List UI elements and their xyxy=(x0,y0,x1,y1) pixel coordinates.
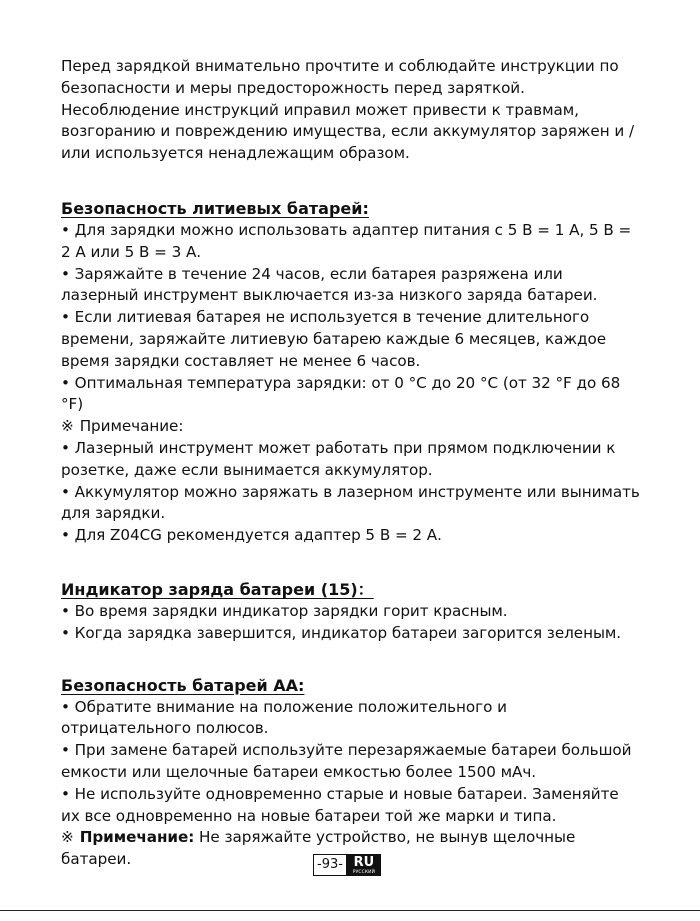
language-code: RU xyxy=(353,855,375,870)
intro-paragraph-1: Перед зарядкой внимательно прочтите и соблюдайте инструкции по безопасности и меры предосторожность перед заряткой. xyxy=(61,57,619,97)
reference-mark-icon: ※ xyxy=(61,417,74,436)
page-number: -93- xyxy=(313,854,347,876)
lithium-heading: Безопасность литиевых батарей: xyxy=(61,198,369,218)
language-name: РУССКИЙ xyxy=(352,870,376,875)
lithium-note-item: • Аккумулятор можно заряжать в лазерном инструменте или вынимать для зарядки. xyxy=(61,482,640,523)
page-footer xyxy=(313,854,381,876)
aa-heading: Безопасность батарей АА: xyxy=(61,675,305,695)
document-body xyxy=(61,56,641,871)
aa-section xyxy=(61,675,641,871)
reference-mark-icon: ※ xyxy=(61,828,74,847)
lithium-section xyxy=(61,198,641,547)
note-text: Не заряжайте устройство, не вынув щелочные батареи. xyxy=(61,828,576,869)
indicator-section xyxy=(61,579,641,645)
note-label: Примечание: xyxy=(79,417,184,436)
indicator-item: • Когда зарядка завершится, индикатор батареи загорится зеленым. xyxy=(61,623,622,642)
lithium-item: • Заряжайте в течение 24 часов, если батарея разряжена или лазерный инструмент выключается из-за низкого заряда батареи. xyxy=(61,264,598,305)
bottom-divider xyxy=(0,910,700,911)
lithium-item: • Оптимальная температура зарядки: от 0 °C до 20 °C (от 32 °F до 68 °F) xyxy=(61,373,621,414)
indicator-item: • Во время зарядки индикатор зарядки горит красным. xyxy=(61,601,508,620)
aa-item: • Не используйте одновременно старые и новые батареи. Заменяйте их все одновременно на новые батареи той же марки и типа. xyxy=(61,784,619,825)
note-label: Примечание: xyxy=(79,828,195,847)
lithium-note-heading xyxy=(61,416,641,438)
lithium-note-item: • Лазерный инструмент может работать при прямом подключении к розетке, даже если вынимается аккумулятор. xyxy=(61,438,616,479)
language-badge xyxy=(347,854,381,876)
aa-item: • При замене батарей используйте перезаряжаемые батареи большой емкости или щелочные батареи емкостью более 1500 мАч. xyxy=(61,741,632,781)
lithium-item: • Для зарядки можно использовать адаптер питания с 5 В = 1 А, 5 В = 2 А или 5 В = 3 А. xyxy=(61,220,632,261)
intro-paragraph-2: Несоблюдение инструкций иправил может привести к травмам, возгоранию и повреждению имущества, если аккумулятор заряжен и / или используется ненадлежащим образом. xyxy=(61,100,635,163)
aa-item: • Обратите внимание на положение положительного и отрицательного полюсов. xyxy=(61,697,507,738)
lithium-item: • Если литиевая батарея не используется в течение длительного времени, заряжайте литиевую батарею каждые 6 месяцев, каждое время зарядки составляет не менее 6 часов. xyxy=(61,308,607,370)
indicator-heading: Индикатор заряда батареи (15)： xyxy=(61,579,374,599)
lithium-note-item: • Для Z04CG рекомендуется адаптер 5 В = 2 А. xyxy=(61,526,442,545)
